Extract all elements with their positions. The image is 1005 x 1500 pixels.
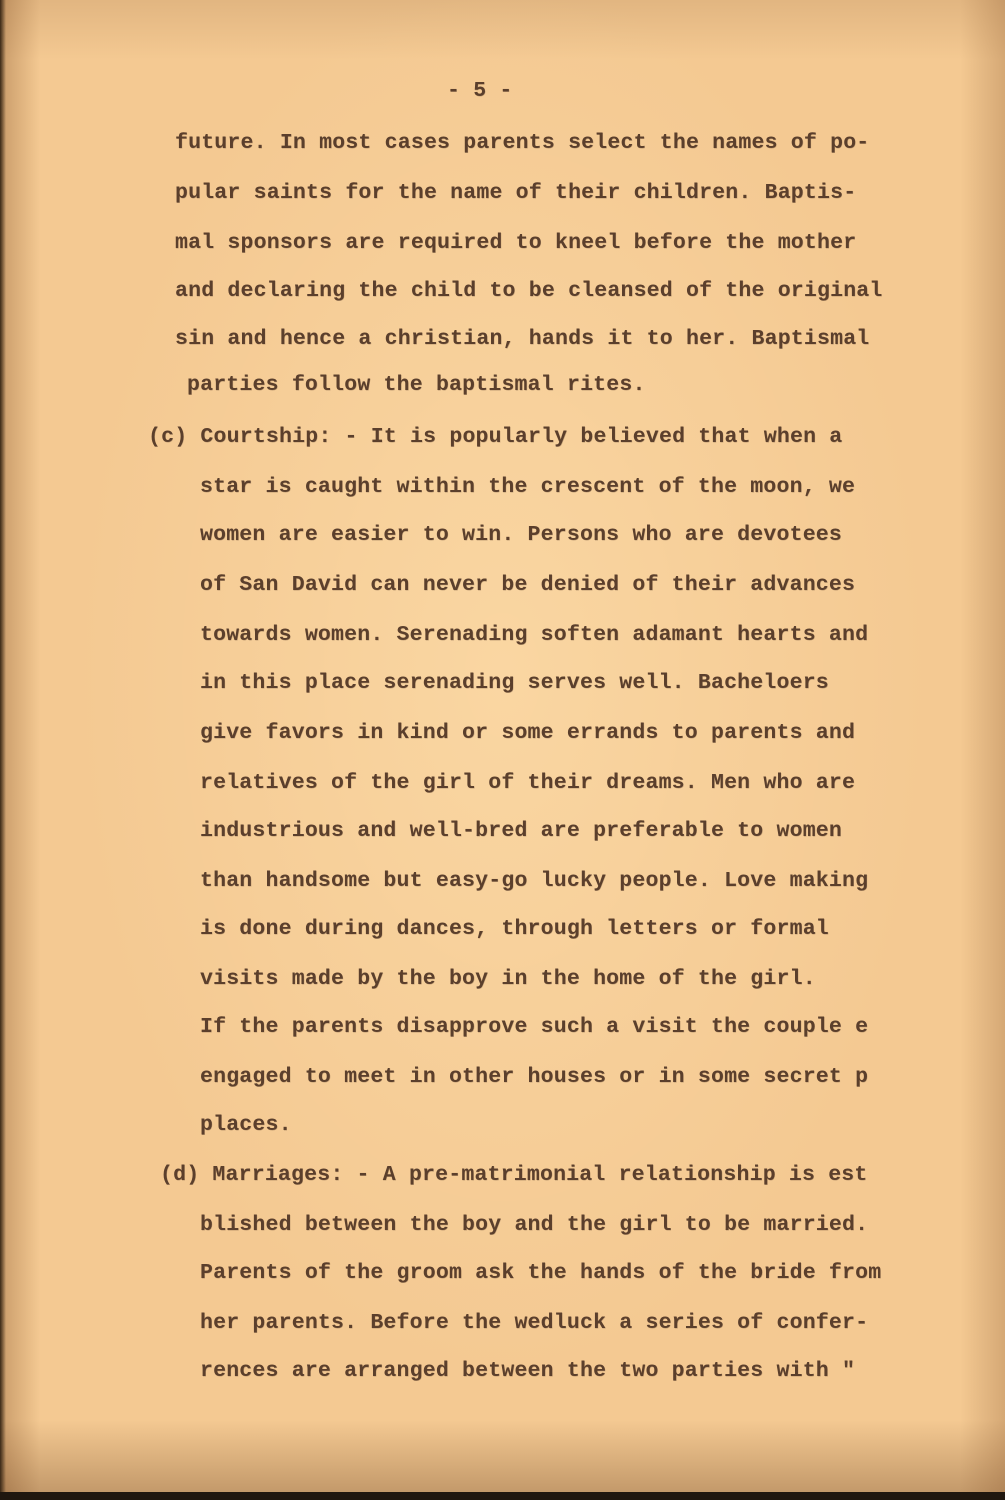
text-line: sin and hence a christian, hands it to her. Baptismal (175, 327, 870, 351)
page-left-shadow (0, 0, 6, 1500)
text-line: future. In most cases parents select the names of po- (175, 131, 870, 155)
text-line: industrious and well-bred are preferable to women (200, 819, 843, 843)
text-line: in this place serenading serves well. Bacheloers (200, 671, 829, 695)
text-line: than handsome but easy-go lucky people. Love making (200, 869, 869, 893)
text-line: pular saints for the name of their children. Baptis- (175, 181, 857, 205)
text-line: visits made by the boy in the home of the girl. (200, 967, 816, 991)
text-line: rences are arranged between the two parties with " (200, 1359, 856, 1383)
page-bottom-edge (0, 1492, 1005, 1500)
text-line: and declaring the child to be cleansed of the original (175, 279, 883, 303)
text-line: towards women. Serenading soften adamant hearts and (200, 623, 869, 647)
text-line: parties follow the baptismal rites. (187, 373, 646, 397)
text-line: engaged to meet in other houses or in some secret p (200, 1065, 869, 1089)
text-line: her parents. Before the wedluck a series of confer- (200, 1311, 869, 1335)
text-line: Parents of the groom ask the hands of the bride from (200, 1261, 882, 1285)
text-line: places. (200, 1113, 292, 1137)
text-line: is done during dances, through letters or formal (200, 917, 829, 941)
text-line: If the parents disapprove such a visit the couple e (200, 1015, 869, 1039)
section-heading-courtship: (c) Courtship: - It is popularly believed that when a (148, 425, 843, 449)
text-line: of San David can never be denied of their advances (200, 573, 856, 597)
page-number: - 5 - (447, 79, 513, 103)
section-heading-marriages: (d) Marriages: - A pre-matrimonial relationship is est (160, 1163, 868, 1187)
text-line: star is caught within the crescent of the moon, we (200, 475, 856, 499)
text-line: women are easier to win. Persons who are devotees (200, 523, 843, 547)
text-line: blished between the boy and the girl to be married. (200, 1213, 869, 1237)
text-line: give favors in kind or some errands to parents and (200, 721, 856, 745)
text-line: mal sponsors are required to kneel before the mother (175, 231, 857, 255)
text-line: relatives of the girl of their dreams. Men who are (200, 771, 856, 795)
